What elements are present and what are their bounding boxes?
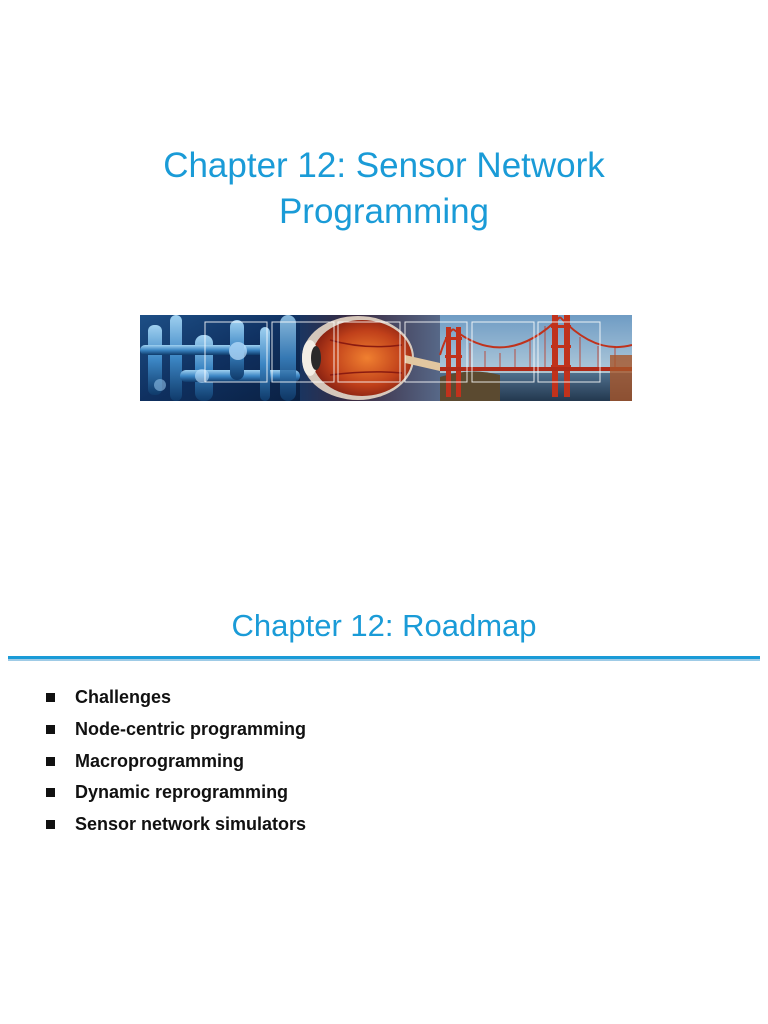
banner-image [140, 315, 632, 401]
square-bullet-icon [46, 757, 55, 766]
title-line-2: Programming [278, 192, 490, 231]
title-line-1: Chapter 12: Sensor Network [163, 146, 605, 185]
bullet-item [46, 745, 306, 777]
slide-title: Chapter 12: Roadmap [231, 608, 537, 643]
industrial-pipes-panel [140, 315, 310, 401]
square-bullet-icon [46, 820, 55, 829]
bullet-text: Sensor network simulators [75, 814, 307, 835]
bullet-text: Node-centric programming [75, 719, 307, 740]
slide-title [40, 143, 728, 235]
bullet-item [46, 714, 306, 746]
golden-gate-bridge-panel [440, 315, 632, 401]
bullet-text: Dynamic reprogramming [75, 782, 289, 803]
bullet-item [46, 682, 306, 714]
roadmap-slide [0, 512, 768, 1024]
square-bullet-icon [46, 788, 55, 797]
square-bullet-icon [46, 693, 55, 702]
bullet-item [46, 777, 306, 809]
square-bullet-icon [46, 725, 55, 734]
bullet-list [46, 682, 306, 840]
bullet-text: Macroprogramming [75, 750, 245, 771]
title-underline-shadow [8, 659, 760, 661]
eye-anatomy-panel [300, 315, 450, 401]
bullet-item [46, 809, 306, 841]
bullet-text: Challenges [75, 687, 172, 708]
